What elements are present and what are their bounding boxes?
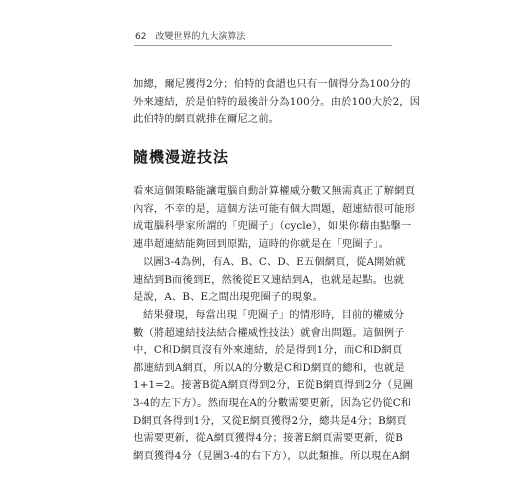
text-line: 看來這個策略能讓電腦自動計算權威分數又無需真正了解網頁 bbox=[133, 185, 416, 197]
text-line: 以圖3-4為例，有A、B、C、D、E五個網頁，從A開始就 bbox=[143, 256, 406, 268]
paragraph-cycle-problem bbox=[133, 183, 416, 253]
section-heading: 隨機漫遊技法 bbox=[133, 148, 230, 166]
text-line: 成電腦科學家所謂的「兜圈子」（cycle），如果你藉由點擊一 bbox=[133, 220, 412, 233]
text-line: D網頁各得到1分，又從E網頁獲得2分，總共是4分；B網頁 bbox=[133, 414, 407, 427]
text-line: 3-4的左下方）。然而現在A的分數需要更新，因為它仍從C和 bbox=[133, 396, 412, 409]
text-line: 結果發現，每當出現「兜圈子」的情形時，目前的權威分 bbox=[143, 309, 405, 321]
book-title: 改變世界的九大演算法 bbox=[155, 32, 246, 42]
text-line: 網頁獲得4分（見圖3-4的右下方），以此類推。所以現在A網 bbox=[133, 449, 410, 462]
text-line: 外來連結，於是伯特的最後計分為100分。由於100大於2，因 bbox=[133, 95, 421, 108]
text-line: 數（將超連結技法結合權威性技法）就會出問題。這個例子 bbox=[133, 326, 405, 339]
text-line: 連結到B而後到E，然後從E又連結到A，也就是起點。也就 bbox=[133, 273, 404, 286]
running-head bbox=[135, 29, 245, 42]
text-line: 此伯特的網頁就排在爾尼之前。 bbox=[133, 113, 280, 126]
paragraph-figure-example bbox=[133, 254, 406, 307]
text-line: 是說，A、B、E之間出現兜圈子的現象。 bbox=[133, 291, 324, 304]
paragraph-cycle-scores bbox=[133, 307, 414, 465]
paragraph-scores-summary bbox=[133, 76, 421, 129]
text-line: 都連結到A網頁，所以A的分數是C和D網頁的總和，也就是 bbox=[133, 361, 405, 374]
text-line: 中，C和D網頁沒有外來連結，於是得到1分，而C和D網頁 bbox=[133, 344, 403, 357]
text-line: 內容，不幸的是，這個方法可能有個大問題，超連結很可能形 bbox=[133, 202, 416, 215]
text-line: 連串超連結能夠回到原點，這時的你就是在「兜圈子」。 bbox=[133, 237, 390, 250]
text-line: 也需要更新，從A網頁獲得4分；接著E網頁需要更新，從B bbox=[133, 432, 403, 445]
header-rule bbox=[134, 45, 392, 46]
text-line: 加總，爾尼獲得2分；伯特的食譜也只有一個得分為100分的 bbox=[133, 78, 411, 90]
page-number: 62 bbox=[135, 32, 147, 42]
text-line: 1+1=2。接著B從A網頁得到2分，E從B網頁得到2分（見圖 bbox=[133, 379, 414, 392]
